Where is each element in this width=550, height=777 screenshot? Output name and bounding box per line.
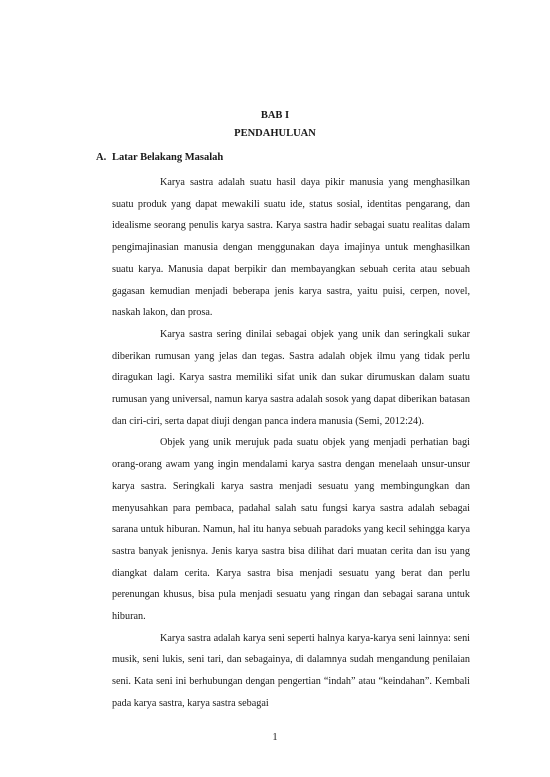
chapter-title: PENDAHULUAN — [234, 128, 316, 139]
body-text — [112, 172, 470, 715]
chapter-number: BAB I — [260, 110, 290, 121]
paragraph: Karya sastra sering dinilai sebagai objek yang unik dan seringkali sukar diberikan rumusan yang jelas dan tegas. Sastra adalah objek ilmu yang tidak perlu diragukan lagi. Karya sastra memiliki sifat unik dan sukar dirumuskan dalam suatu rumusan yang universal, namun karya sastra adalah sosok yang dapat diberikan batasan dan ciri-ciri, serta dapat diuji dengan panca indera manusia (Semi, 2012:24). — [112, 328, 470, 427]
page-number: 1 — [272, 732, 278, 743]
section-title: Latar Belakang Masalah — [112, 152, 224, 163]
section-heading — [96, 152, 223, 163]
paragraph: Karya sastra adalah karya seni seperti halnya karya-karya seni lainnya: seni musik, seni lukis, seni tari, dan sebagainya, di dalamnya sudah mengandung penilaian seni. Kata seni ini berhubungan dengan pengertian “indah” atau “keindahan”. Kembali pada karya sastra, karya sastra sebagai — [112, 632, 470, 709]
section-label: A. — [96, 152, 107, 163]
paragraph: Objek yang unik merujuk pada suatu objek yang menjadi perhatian bagi orang-orang awam yang ingin mendalami karya sastra dengan menelaah unsur-unsur karya sastra. Seringkali karya sastra menjadi sesuatu yang membingungkan dan menyusahkan para pembaca, padahal salah satu fungsi karya sastra adalah sebagai sarana untuk hiburan. Namun, hal itu hanya sebuah paradoks yang kecil sehingga karya sastra banyak jenisnya. Jenis karya sastra bisa dilihat dari muatan cerita dan isu yang diangkat dalam cerita. Karya sastra bisa menjadi sesuatu yang berat dan perlu perenungan khusus, bisa pula menjadi sesuatu yang ringan dan sebagai sarana untuk hiburan. — [112, 437, 470, 623]
paragraph: Karya sastra adalah suatu hasil daya pikir manusia yang menghasilkan suatu produk yang dapat mewakili suatu ide, status sosial, identitas pengarang, dan idealisme seorang penulis karya sastra. Karya sastra hadir sebagai suatu realitas dalam pengimajinasian manusia dengan menggunakan daya imajinya untuk menghasilkan suatu karya. Manusia dapat berpikir dan membayangkan sebuah cerita atau sebuah gagasan kemudian menjadi beberapa jenis karya sastra, yaitu puisi, cerpen, novel, naskah lakon, dan prosa. — [112, 177, 470, 319]
